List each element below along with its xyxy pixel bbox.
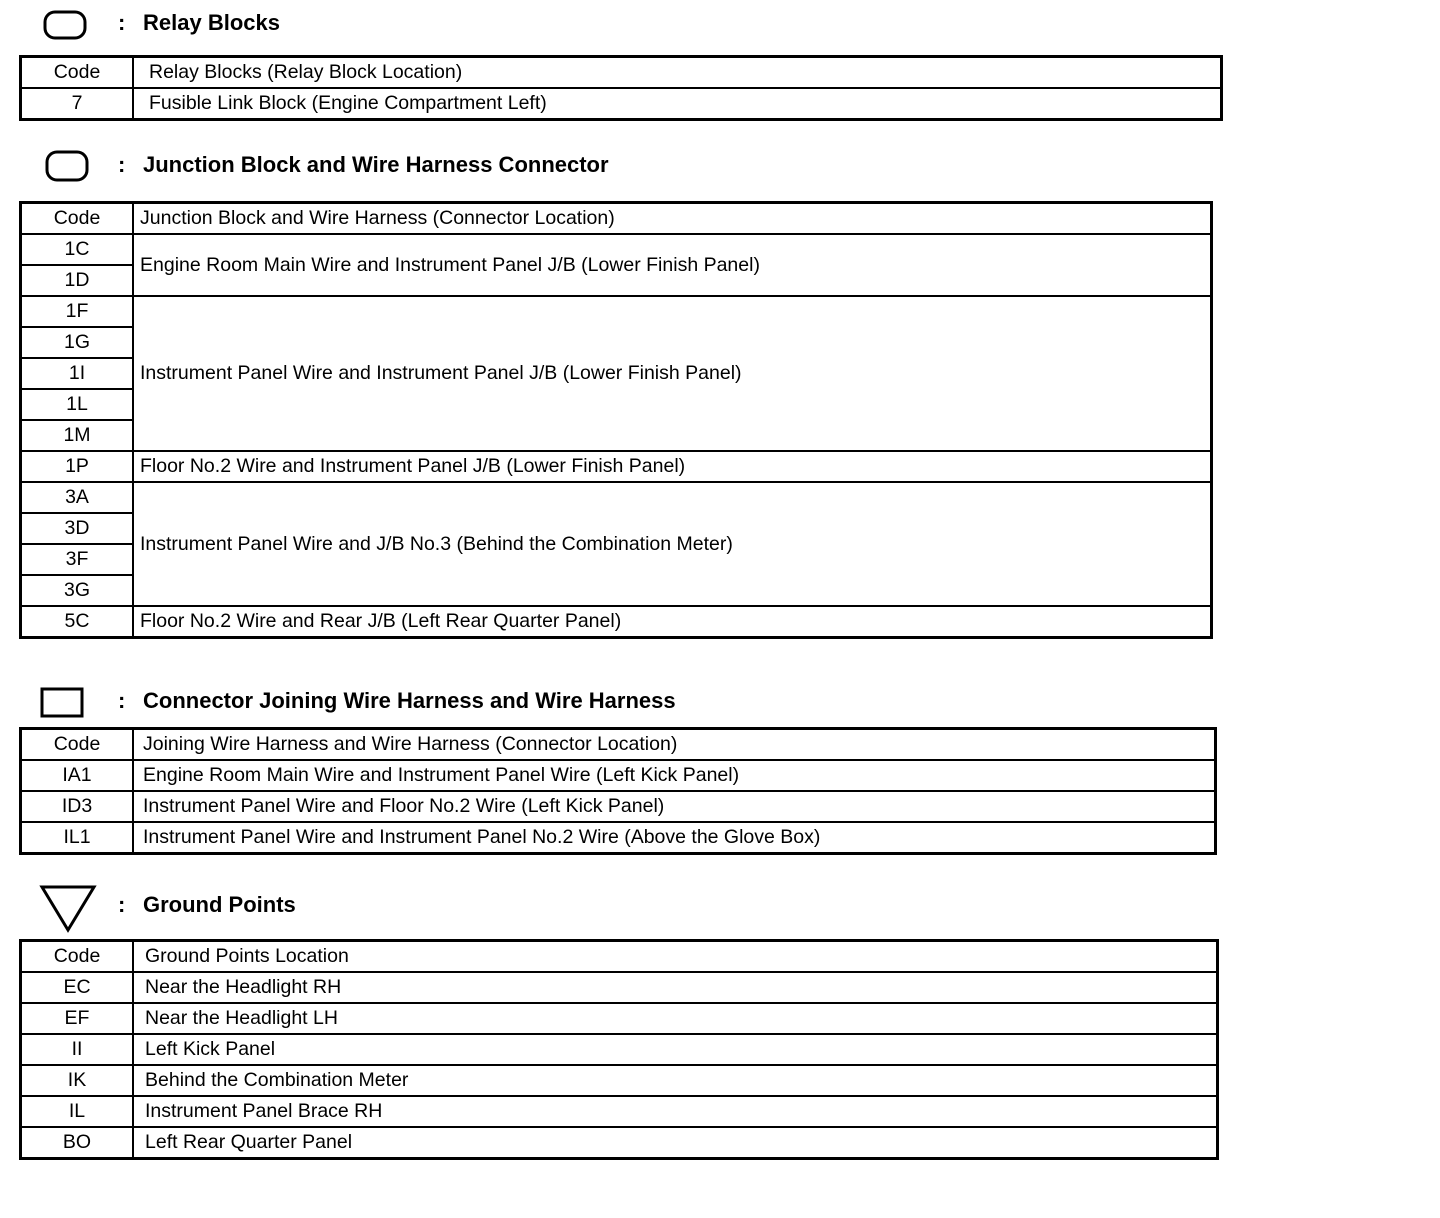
- header-location: Relay Blocks (Relay Block Location): [133, 57, 1222, 89]
- table-row: [21, 606, 1212, 638]
- row-location: Left Kick Panel: [133, 1034, 1218, 1065]
- row-code: 1G: [21, 327, 134, 358]
- row-code: 1F: [21, 296, 134, 327]
- row-code: II: [21, 1034, 134, 1065]
- table-row: [21, 822, 1216, 854]
- row-code: EC: [21, 972, 134, 1003]
- header-code: Code: [21, 941, 134, 973]
- table-row: [21, 1034, 1218, 1065]
- header-code: Code: [21, 203, 134, 235]
- relay-block-oval-icon: [42, 8, 88, 42]
- row-code: 1P: [21, 451, 134, 482]
- header-location: Joining Wire Harness and Wire Harness (Connector Location): [133, 729, 1216, 761]
- row-code: 1L: [21, 389, 134, 420]
- table-header-row: [21, 57, 1222, 89]
- table-row: [21, 1127, 1218, 1159]
- row-location: Instrument Panel Wire and J/B No.3 (Behind the Combination Meter): [133, 482, 1212, 606]
- table-row: [21, 972, 1218, 1003]
- row-code: 3A: [21, 482, 134, 513]
- row-code: IL1: [21, 822, 134, 854]
- row-code: 3D: [21, 513, 134, 544]
- row-location: Instrument Panel Brace RH: [133, 1096, 1218, 1127]
- section-colon: :: [118, 688, 126, 713]
- row-location: Left Rear Quarter Panel: [133, 1127, 1218, 1159]
- header-location: Ground Points Location: [133, 941, 1218, 973]
- header-location: Junction Block and Wire Harness (Connector Location): [133, 203, 1212, 235]
- section-title-connector-joining: Connector Joining Wire Harness and Wire Harness: [143, 688, 676, 713]
- connector-joining-table: [19, 727, 1217, 855]
- row-location: Floor No.2 Wire and Rear J/B (Left Rear Quarter Panel): [133, 606, 1212, 638]
- row-code: EF: [21, 1003, 134, 1034]
- row-code: 1C: [21, 234, 134, 265]
- row-location: Behind the Combination Meter: [133, 1065, 1218, 1096]
- row-location: Instrument Panel Wire and Floor No.2 Wire (Left Kick Panel): [133, 791, 1216, 822]
- row-location: Engine Room Main Wire and Instrument Panel Wire (Left Kick Panel): [133, 760, 1216, 791]
- row-location: Engine Room Main Wire and Instrument Panel J/B (Lower Finish Panel): [133, 234, 1212, 296]
- row-location: Near the Headlight LH: [133, 1003, 1218, 1034]
- relay-blocks-table: [19, 55, 1223, 121]
- row-code: 7: [21, 88, 134, 120]
- table-row: [21, 451, 1212, 482]
- section-title-ground-points: Ground Points: [143, 892, 296, 917]
- table-row: [21, 791, 1216, 822]
- row-code: IA1: [21, 760, 134, 791]
- table-row: [21, 760, 1216, 791]
- row-location: Instrument Panel Wire and Instrument Panel No.2 Wire (Above the Glove Box): [133, 822, 1216, 854]
- ground-triangle-icon: [39, 884, 97, 934]
- row-code: 1I: [21, 358, 134, 389]
- row-code: ID3: [21, 791, 134, 822]
- table-header-row: [21, 203, 1212, 235]
- table-row: [21, 88, 1222, 120]
- section-colon: :: [118, 152, 126, 177]
- row-location: Fusible Link Block (Engine Compartment Left): [133, 88, 1222, 120]
- section-title-relay-blocks: Relay Blocks: [143, 10, 280, 35]
- row-code: 3G: [21, 575, 134, 606]
- ground-points-table: [19, 939, 1219, 1160]
- section-title-junction-block: Junction Block and Wire Harness Connector: [143, 152, 609, 177]
- junction-block-table: [19, 201, 1213, 639]
- row-code: BO: [21, 1127, 134, 1159]
- table-header-row: [21, 729, 1216, 761]
- row-code: IK: [21, 1065, 134, 1096]
- table-row: [21, 234, 1212, 265]
- table-row: [21, 1003, 1218, 1034]
- row-location: Near the Headlight RH: [133, 972, 1218, 1003]
- connector-square-icon: [39, 686, 85, 720]
- row-code: 1D: [21, 265, 134, 296]
- header-code: Code: [21, 729, 134, 761]
- table-header-row: [21, 941, 1218, 973]
- junction-block-oval-icon: [44, 148, 90, 184]
- table-row: [21, 296, 1212, 327]
- header-code: Code: [21, 57, 134, 89]
- row-code: IL: [21, 1096, 134, 1127]
- row-code: 5C: [21, 606, 134, 638]
- section-colon: :: [118, 892, 126, 917]
- row-code: 1M: [21, 420, 134, 451]
- row-code: 3F: [21, 544, 134, 575]
- table-row: [21, 482, 1212, 513]
- row-location: Instrument Panel Wire and Instrument Panel J/B (Lower Finish Panel): [133, 296, 1212, 451]
- row-location: Floor No.2 Wire and Instrument Panel J/B (Lower Finish Panel): [133, 451, 1212, 482]
- table-row: [21, 1096, 1218, 1127]
- table-row: [21, 1065, 1218, 1096]
- section-colon: :: [118, 10, 126, 35]
